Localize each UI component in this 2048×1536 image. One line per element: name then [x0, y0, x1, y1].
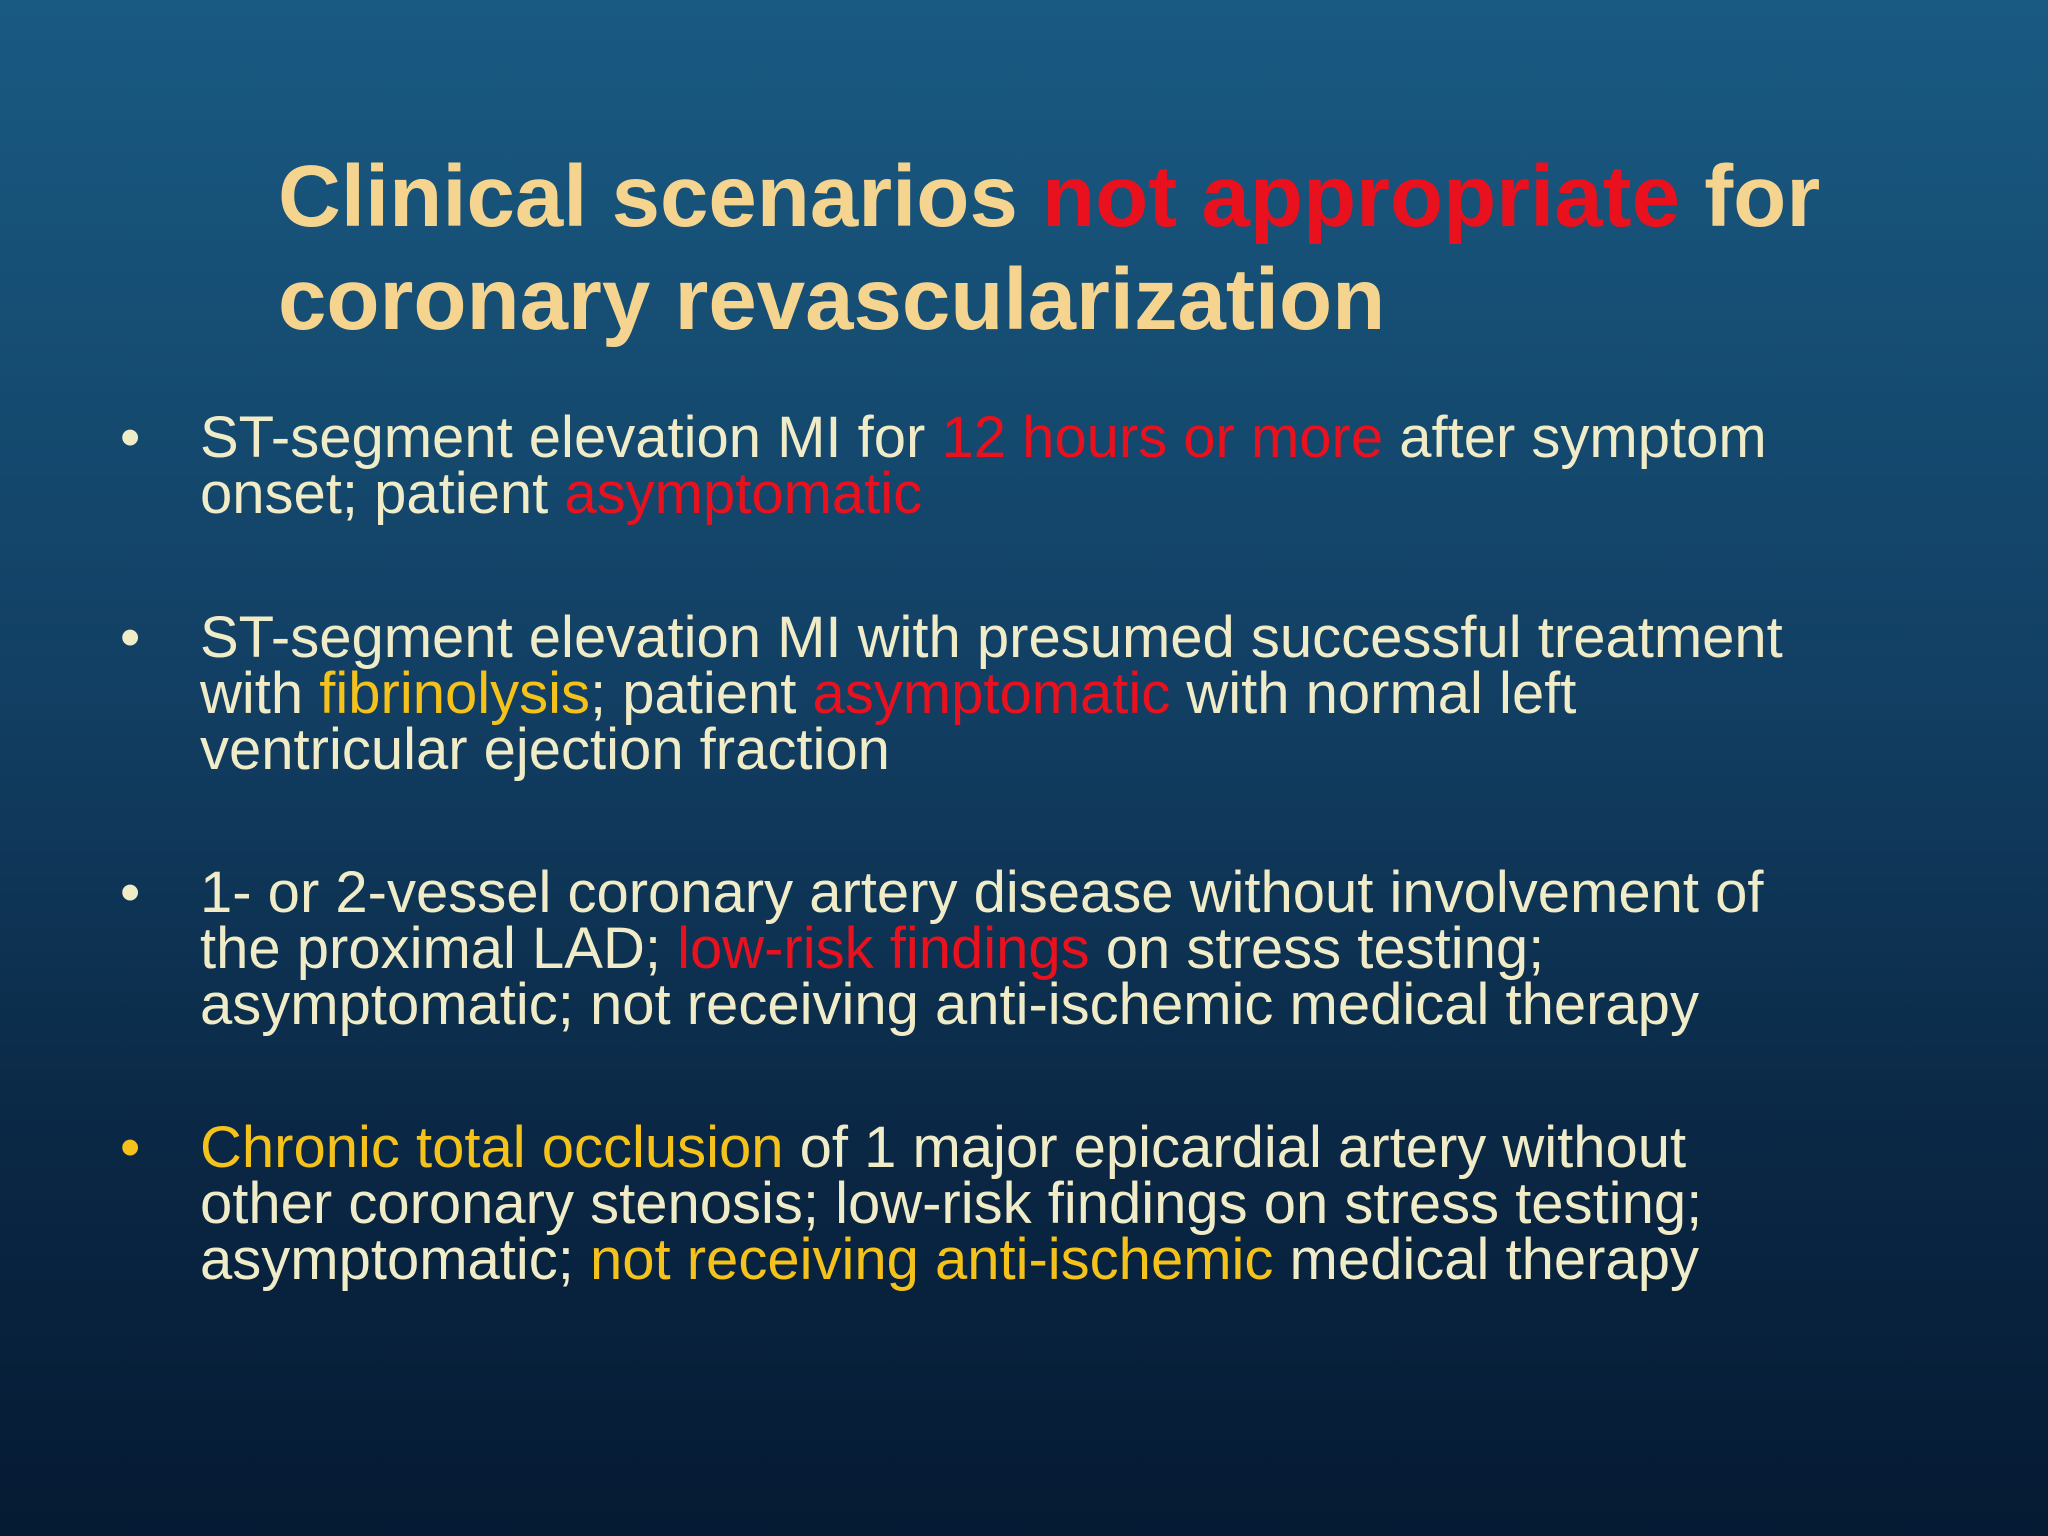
bullet-1-text: ST-segment elevation MI for	[200, 405, 942, 470]
slide-title	[278, 145, 1998, 351]
bullet-text-4	[200, 1115, 2000, 1292]
bullet-text-2	[200, 605, 2000, 782]
title-line2: coronary revascularization	[278, 251, 1386, 348]
highlight-asymptomatic: asymptomatic	[812, 661, 1171, 726]
bullet-3-text: 1- or 2-vessel coronary artery disease without involvement of	[200, 860, 1764, 925]
bullet-4-text: medical therapy	[1273, 1227, 1699, 1292]
bullet-dot: •	[120, 860, 141, 925]
bullet-4-text: of 1 major epicardial artery without	[783, 1115, 1687, 1180]
bullet-dot: •	[120, 605, 141, 670]
bullet-text-1	[200, 405, 2000, 526]
bullet-2-text: ST-segment elevation MI with presumed successful treatment	[200, 605, 1783, 670]
bullet-dot: •	[120, 1115, 141, 1180]
bullet-dot: •	[120, 405, 141, 470]
bullet-3-text: the proximal LAD;	[200, 916, 678, 981]
bullet-text-3	[200, 860, 2000, 1037]
bullet-4-text: asymptomatic;	[200, 1227, 590, 1292]
bullet-3-text: asymptomatic; not receiving anti-ischemic medical therapy	[200, 972, 1699, 1037]
highlight-not-receiving-anti-ischemic: not receiving anti-ischemic	[590, 1227, 1274, 1292]
highlight-asymptomatic: asymptomatic	[564, 461, 923, 526]
highlight-fibrinolysis: fibrinolysis	[319, 661, 591, 726]
bullet-4-text: other coronary stenosis; low-risk findings on stress testing;	[200, 1171, 1703, 1236]
title-highlight-not-appropriate: not appropriate	[1042, 148, 1681, 245]
bullet-1-text: after symptom	[1383, 405, 1767, 470]
bullet-2-text: with	[200, 661, 320, 726]
title-text-part1: Clinical scenarios	[278, 148, 1043, 245]
bullet-3-text: on stress testing;	[1089, 916, 1545, 981]
bullet-2-text: ; patient	[590, 661, 813, 726]
highlight-chronic-total-occlusion: Chronic total occlusion	[200, 1115, 784, 1180]
bullet-2-text: with normal left	[1170, 661, 1577, 726]
bullet-1-text: onset; patient	[200, 461, 565, 526]
highlight-12-hours: 12 hours or more	[941, 405, 1384, 470]
highlight-low-risk-findings: low-risk findings	[677, 916, 1090, 981]
bullet-2-text: ventricular ejection fraction	[200, 717, 890, 782]
title-text-part3: for	[1680, 148, 1821, 245]
